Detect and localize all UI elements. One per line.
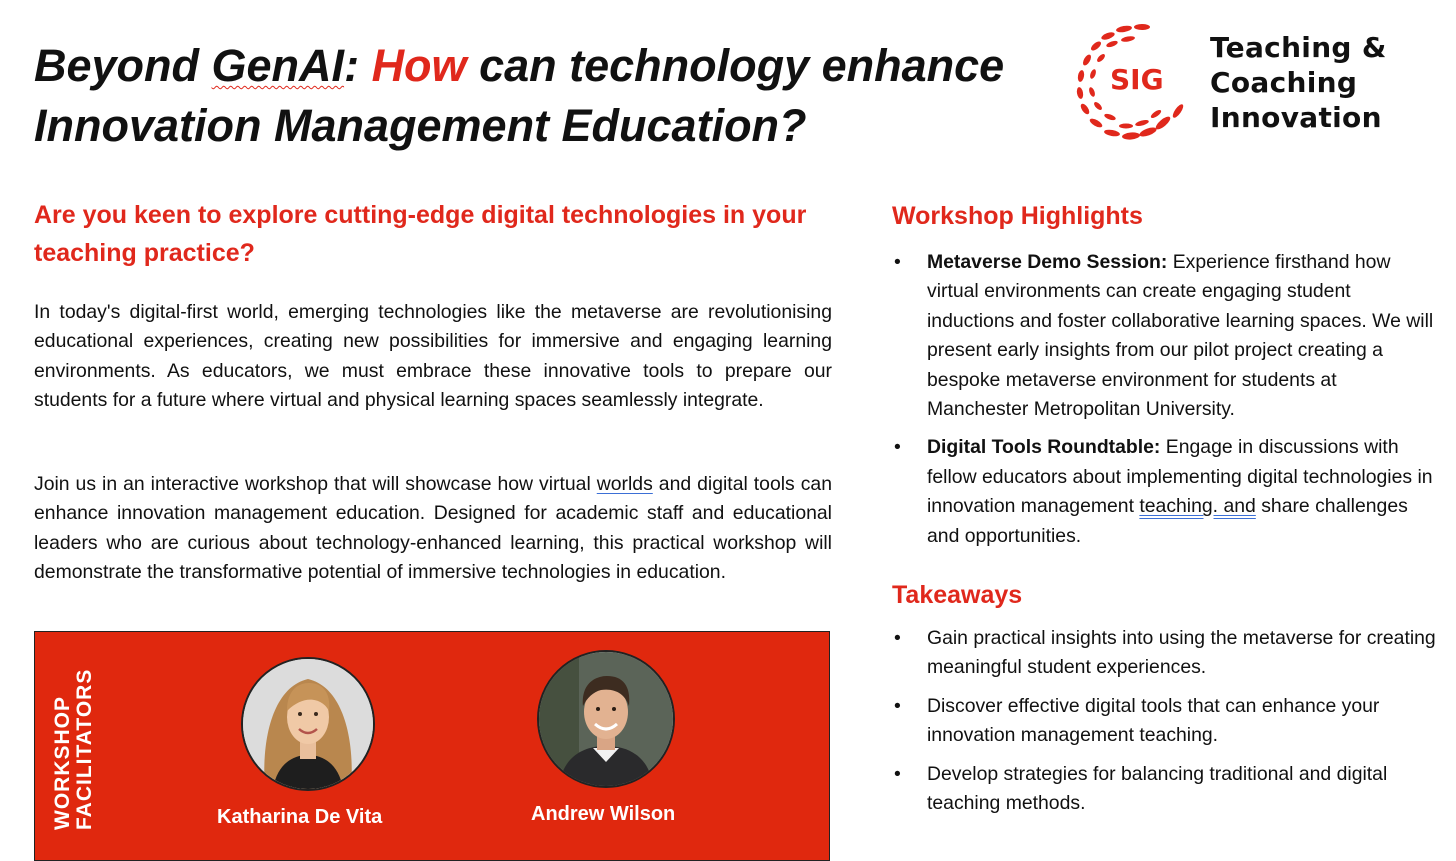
- highlight-2-flagged-text: teaching. and: [1139, 495, 1256, 518]
- facilitator-name-katharina: Katharina De Vita: [217, 806, 383, 828]
- title-part1: Beyond: [34, 40, 212, 91]
- sig-logo-text: [1210, 30, 1387, 135]
- sig-logo-letters: SIG: [1110, 63, 1164, 96]
- paragraph-2-start: Join us in an interactive workshop that will showcase how virtual: [34, 473, 597, 495]
- bullet-icon: •: [894, 251, 901, 273]
- logo-line-1: Teaching &: [1210, 31, 1387, 64]
- intro-paragraph-2: [34, 470, 832, 588]
- takeaways-list: [892, 624, 1437, 827]
- takeaway-3: Develop strategies for balancing traditional and digital teaching methods.: [927, 762, 1388, 815]
- portrait-woman-image: [243, 659, 373, 789]
- list-item: [892, 433, 1437, 551]
- title-genai: GenAI: [211, 40, 345, 91]
- highlight-1-title: Metaverse Demo Session:: [927, 251, 1168, 273]
- bullet-icon: •: [894, 436, 901, 459]
- workshop-highlights-heading: Workshop Highlights: [892, 202, 1143, 230]
- title-part2: can technology enhance Innovation Management Education?: [34, 40, 1005, 151]
- paragraph-2-rest: and digital tools can enhance innovation management education. Designed for academic staff and educational leaders who are curious about technology-enhanced learning, this practical workshop will demonstrate the transformative potential of immersive technologies in education.: [34, 473, 832, 584]
- highlights-list: [892, 248, 1437, 560]
- list-item: [892, 624, 1437, 683]
- highlight-2-title: Digital Tools Roundtable:: [927, 436, 1161, 459]
- facilitators-label-line-2: FACILITATORS: [73, 668, 96, 830]
- intro-question-block: [34, 196, 832, 272]
- takeaway-2: Discover effective digital tools that can enhance your innovation management teaching.: [927, 694, 1380, 747]
- paragraph-2-worlds: worlds: [596, 473, 653, 495]
- bullet-icon: •: [894, 627, 901, 649]
- sig-logo: [1068, 20, 1448, 145]
- facilitator-photo-andrew: [537, 650, 675, 788]
- facilitator-photo-katharina: [241, 657, 375, 791]
- intro-paragraph-1: In today's digital-first world, emerging technologies like the metaverse are revolutionising educational experiences, creating new possibilities for immersive and engaging learning environments. As educators, we must embrace these innovative tools to prepare our students for a future where virtual and physical learning spaces seamlessly integrate.: [34, 301, 832, 412]
- highlight-1-text: Experience firsthand how virtual environments can create engaging student inductions and foster collaborative learning spaces. We will present early insights from our pilot project creating a bespoke metaverse environment for students at Manchester Metropolitan University.: [927, 251, 1434, 421]
- logo-line-3: Innovation: [1210, 101, 1382, 134]
- facilitator-name-andrew: Andrew Wilson: [531, 803, 676, 825]
- list-item: [892, 692, 1437, 751]
- takeaways-heading: Takeaways: [892, 581, 1023, 609]
- sig-swirl-icon: [1068, 20, 1198, 145]
- title-colon: :: [344, 40, 372, 91]
- facilitators-panel: [34, 631, 830, 861]
- list-item: [892, 760, 1437, 819]
- takeaway-1: Gain practical insights into using the metaverse for creating meaningful student experiences.: [927, 627, 1436, 679]
- document-title: [34, 36, 1054, 156]
- facilitators-label: [52, 669, 96, 830]
- facilitators-label-line-1: WORKSHOP: [51, 696, 74, 830]
- logo-line-2: Coaching: [1210, 66, 1358, 99]
- title-how: How: [371, 40, 467, 91]
- list-item: [892, 248, 1437, 424]
- highlight-2-text-b: share challenges and opportunities.: [927, 495, 1408, 547]
- portrait-man-image: [539, 652, 673, 786]
- highlight-2-text-a: Engage in discussions with fellow educators about implementing digital technologies in innovation management: [927, 436, 1433, 518]
- bullet-icon: •: [894, 694, 901, 717]
- intro-question: Are you keen to explore cutting-edge digital technologies in your teaching practice?: [34, 201, 807, 267]
- bullet-icon: •: [894, 762, 901, 785]
